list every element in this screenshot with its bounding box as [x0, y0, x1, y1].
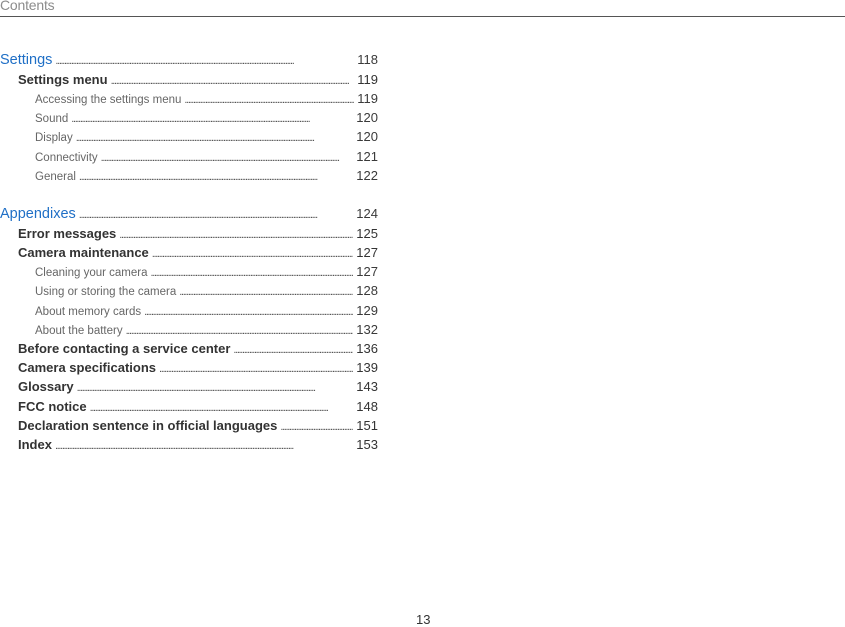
toc-leader-dots: [159, 360, 353, 379]
toc-subentry[interactable]: [0, 301, 378, 320]
toc-page-number: 121: [356, 148, 378, 164]
toc-leader-dots: [79, 205, 354, 225]
toc-subentry-label: Accessing the settings menu: [35, 94, 182, 107]
toc-leader-dots: [119, 226, 353, 245]
toc-page-number: 148: [356, 398, 378, 414]
toc-subentry-label: Connectivity: [35, 151, 98, 164]
toc-leader-dots: [55, 437, 353, 456]
toc-leader-dots: [152, 245, 354, 264]
toc-entry-label: Index: [18, 437, 52, 453]
toc-subentry-label: General: [35, 170, 76, 183]
toc-page-number: 119: [357, 72, 378, 87]
toc-entry[interactable]: [0, 397, 378, 416]
page-header-title: Contents: [0, 0, 55, 13]
toc-entry-label: Glossary: [18, 379, 74, 395]
toc-subentry-label: Using or storing the camera: [35, 286, 177, 299]
footer-page-number: 13: [416, 612, 431, 627]
toc-subentry-label: About the battery: [35, 324, 123, 337]
toc-leader-dots: [71, 110, 353, 129]
toc-page-number: 151: [356, 417, 378, 433]
toc-entry-label: Settings menu: [18, 72, 108, 87]
toc-entry[interactable]: [0, 339, 378, 358]
toc-section-title: Settings: [0, 52, 53, 68]
toc-page-number: 136: [356, 340, 378, 356]
toc-page-number: 118: [357, 52, 378, 67]
toc-page-number: 119: [357, 91, 378, 107]
toc-subentry[interactable]: [0, 89, 378, 108]
toc-subentry[interactable]: [0, 108, 378, 127]
toc-page-number: 128: [356, 283, 378, 299]
toc-page-number: 132: [356, 321, 378, 337]
toc-subentry[interactable]: [0, 166, 378, 185]
header-divider: [0, 16, 845, 17]
toc-entry-camera-maintenance[interactable]: [0, 243, 378, 262]
toc-leader-dots: [151, 264, 354, 283]
toc-leader-dots: [76, 129, 354, 148]
toc-subentry-label: Cleaning your camera: [35, 267, 148, 280]
toc-page-number: 153: [356, 437, 378, 453]
toc-section-settings[interactable]: [0, 50, 378, 70]
toc-entry-label: FCC notice: [18, 398, 87, 414]
toc-page-number: 120: [356, 129, 378, 145]
toc-entry-settings-menu[interactable]: [0, 70, 378, 89]
toc-entry-label: Before contacting a service center: [18, 340, 231, 356]
toc-leader-dots: [144, 303, 353, 322]
toc-entry-error-messages[interactable]: [0, 224, 378, 243]
toc-subentry-label: Sound: [35, 113, 69, 126]
toc-subentry[interactable]: [0, 127, 378, 146]
toc-page-number: 125: [356, 225, 378, 241]
toc-leader-dots: [55, 51, 354, 71]
toc-leader-dots: [233, 341, 353, 360]
table-of-contents: [0, 50, 378, 455]
toc-entry-label: Camera specifications: [18, 360, 157, 376]
toc-leader-dots: [101, 149, 354, 168]
toc-subentry[interactable]: [0, 147, 378, 166]
toc-page-number: 127: [356, 264, 378, 280]
toc-entry-label: Declaration sentence in official languages: [18, 417, 278, 433]
toc-entry[interactable]: [0, 435, 378, 454]
toc-section-title: Appendixes: [0, 205, 76, 222]
toc-leader-dots: [77, 379, 354, 398]
toc-entry-label: Camera maintenance: [18, 245, 149, 261]
toc-page-number: 120: [356, 110, 378, 126]
toc-page-number: 124: [356, 205, 378, 221]
toc-subentry-label: Display: [35, 132, 73, 145]
section-spacer: [0, 185, 378, 204]
toc-leader-dots: [184, 91, 354, 110]
toc-subentry-label: About memory cards: [35, 305, 142, 318]
toc-leader-dots: [280, 418, 353, 437]
toc-page-number: 129: [356, 302, 378, 318]
toc-page-number: 127: [356, 245, 378, 261]
toc-entry[interactable]: [0, 358, 378, 377]
toc-leader-dots: [179, 283, 353, 302]
toc-section-appendixes[interactable]: [0, 204, 378, 224]
toc-subentry[interactable]: [0, 320, 378, 339]
toc-page-number: 122: [356, 167, 378, 183]
toc-entry[interactable]: [0, 377, 378, 396]
toc-entry-label: Error messages: [18, 225, 117, 241]
toc-page-number: 139: [356, 360, 378, 376]
toc-page-number: 143: [356, 379, 378, 395]
toc-subentry[interactable]: [0, 281, 378, 300]
toc-entry[interactable]: [0, 416, 378, 435]
toc-leader-dots: [79, 168, 353, 187]
toc-subentry[interactable]: [0, 262, 378, 281]
toc-leader-dots: [111, 72, 355, 91]
